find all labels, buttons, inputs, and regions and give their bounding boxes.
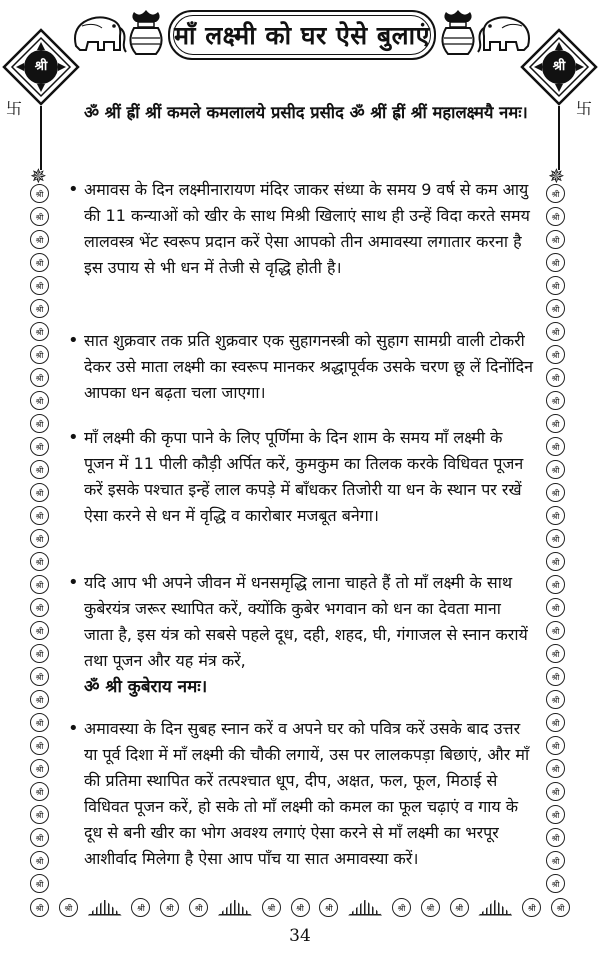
sri-bead-icon: श्री [30,552,49,571]
sri-bead-icon: श्री [30,299,49,318]
sri-bead-icon: श्री [546,184,565,203]
sri-bead-icon: श्री [546,414,565,433]
swastika-icon-right: 卐 [576,99,593,118]
paragraph-text: माँ लक्ष्मी की कृपा पाने के लिए पूर्णिमा के दिन शाम के समय माँ लक्ष्मी के पूजन में 11 पीली कौड़ी अर्पित करें, कुमकुम का तिलक करके विधिवत पूजन करें इसके पश्चात इन्हें लाल कपड़े में बाँधकर तिजोरी या धन के स्थान पर रखें ऐसा करने से धन में वृद्धि व कारोबार मजबूत बनेगा। [84,428,524,525]
sri-bead-icon: श्री [546,391,565,410]
leaf-ornament-icon [88,900,122,916]
sri-bead-icon: श्री [546,368,565,387]
sri-bead-icon: श्री [30,621,49,640]
sri-bead-icon: श्री [30,667,49,686]
sri-bead-icon: श्री [546,851,565,870]
sri-bead-icon: श्री [189,898,208,917]
page-number: 34 [289,926,311,946]
sri-bead-icon: श्री [59,898,78,917]
leaf-ornament-icon [218,900,252,916]
sri-bead-icon: श्री [319,898,338,917]
corner-sri-label: श्री [552,59,566,74]
sri-bead-icon: श्री [30,713,49,732]
sri-bead-icon: श्री [30,437,49,456]
sri-bead-icon: श्री [546,644,565,663]
swastika-icon-left: 卐 [6,99,23,118]
page-title-box [168,10,436,60]
sri-bead-icon: श्री [546,598,565,617]
page-title: माँ लक्ष्मी को घर ऐसे बुलाएं [174,21,430,50]
sri-bead-icon: श्री [30,644,49,663]
mantra-heading: ॐ श्रीं ह्रीं श्रीं कमले कमलालये प्रसीद प्रसीद ॐ श्रीं ह्रीं श्रीं महालक्ष्मयै नमः। [84,103,528,122]
sri-bead-icon: श्री [30,851,49,870]
sri-bead-icon: श्री [30,828,49,847]
sri-bead-icon: श्री [30,414,49,433]
paragraph-text: अमावस के दिन लक्ष्मीनारायण मंदिर जाकर संध्या के समय 9 वर्ष से कम आयु की 11 कन्याओं को खीर के साथ मिश्री खिलाएं साथ ही उन्हें विदा करते समय लालवस्त्र भेंट स्वरूप प्रदान करें ऐसा आपको तीन अमावस्या लगातार करना है इस उपाय से भी धन में तेजी से वृद्धि होती है। [84,180,530,277]
sri-bead-icon: श्री [30,575,49,594]
star-ornament-left: ✵ [30,164,47,188]
sri-bead-icon: श्री [546,713,565,732]
sri-bead-icon: श्री [30,184,49,203]
sri-bead-icon: श्री [131,898,150,917]
border-chain-left [30,182,49,895]
leaf-ornament-icon [348,900,382,916]
sri-bead-icon: श्री [546,828,565,847]
paragraph-text: यदि आप भी अपने जीवन में धनसमृद्धि लाना चाहते हैं तो माँ लक्ष्मी के साथ कुबेरयंत्र जरूर स्थापित करें, क्योंकि कुबेर भगवान को धन का देवता माना जाता है, इस यंत्र को सबसे पहले दूध, दही, शहद, घी, गंगाजल से स्नान करायें तथा पूजन और यह मंत्र करें, [84,573,528,670]
bullet-icon: • [68,427,79,448]
border-bottom [30,898,570,917]
sri-bead-icon: श्री [30,874,49,893]
list-item [68,328,534,406]
sri-bead-icon: श्री [30,898,49,917]
sri-bead-icon: श्री [30,460,49,479]
sri-bead-icon: श्री [546,529,565,548]
sri-bead-icon: श्री [546,575,565,594]
kite-string-right [558,106,560,170]
sri-bead-icon: श्री [30,322,49,341]
sri-bead-icon: श्री [30,230,49,249]
sri-bead-icon: श्री [551,898,570,917]
sri-bead-icon: श्री [546,782,565,801]
sri-bead-icon: श्री [450,898,469,917]
sri-bead-icon: श्री [262,898,281,917]
kalash-icon-right [436,8,480,60]
sri-bead-icon: श्री [546,759,565,778]
sri-bead-icon: श्री [291,898,310,917]
sri-bead-icon: श्री [546,483,565,502]
sri-bead-icon: श्री [30,207,49,226]
bullet-icon: • [68,330,79,351]
kalash-icon-left [124,8,168,60]
bullet-icon: • [68,718,79,739]
kite-string-left [40,106,42,170]
sri-bead-icon: श्री [546,299,565,318]
sri-bead-icon: श्री [546,736,565,755]
star-ornament-right: ✵ [548,164,565,188]
sri-bead-icon: श्री [546,230,565,249]
sri-bead-icon: श्री [546,805,565,824]
bullet-icon: • [68,179,79,200]
sri-bead-icon: श्री [30,759,49,778]
bullet-icon: • [68,572,79,593]
sri-bead-icon: श्री [30,529,49,548]
sri-bead-icon: श्री [546,460,565,479]
sri-bead-icon: श्री [546,253,565,272]
sri-bead-icon: श्री [392,898,411,917]
paragraph-text: सात शुक्रवार तक प्रति शुक्रवार एक सुहागनस्त्री को सुहाग सामग्री वाली टोकरी देकर उसे माता लक्ष्मी का स्वरूप मानकर श्रद्धापूर्वक उसके चरण छू लें दिनोंदिन आपका धन बढ़ता चला जाएगा। [84,331,534,402]
sri-bead-icon: श्री [546,874,565,893]
sri-bead-icon: श्री [30,506,49,525]
sri-bead-icon: श्री [30,690,49,709]
list-item [68,425,534,529]
list-item [68,716,534,872]
sri-bead-icon: श्री [546,276,565,295]
sri-bead-icon: श्री [546,437,565,456]
sri-bead-icon: श्री [30,253,49,272]
kuber-mantra: ॐ श्री कुबेराय नमः। [84,677,208,697]
sri-bead-icon: श्री [546,690,565,709]
corner-sri-label: श्री [34,59,48,74]
sri-bead-icon: श्री [546,621,565,640]
sri-bead-icon: श्री [522,898,541,917]
elephant-icon-right [476,12,536,56]
sri-bead-icon: श्री [30,782,49,801]
sri-bead-icon: श्री [30,805,49,824]
border-chain-right [546,182,565,895]
list-item [68,570,534,700]
sri-bead-icon: श्री [30,345,49,364]
sri-bead-icon: श्री [160,898,179,917]
sri-bead-icon: श्री [30,598,49,617]
list-item [68,177,534,281]
sri-bead-icon: श्री [546,322,565,341]
sri-bead-icon: श्री [30,736,49,755]
sri-bead-icon: श्री [421,898,440,917]
sri-bead-icon: श्री [546,552,565,571]
sri-bead-icon: श्री [30,483,49,502]
sri-bead-icon: श्री [546,667,565,686]
sri-bead-icon: श्री [30,276,49,295]
elephant-icon-left [68,12,128,56]
paragraph-text: अमावस्या के दिन सुबह स्नान करें व अपने घर को पवित्र करें उसके बाद उत्तर या पूर्व दिशा में माँ लक्ष्मी की चौकी लगायें, उस पर लालकपड़ा बिछाएं, और माँ की प्रतिमा स्थापित करें तत्पश्चात धूप, दीप, अक्षत, फल, फूल, मिठाई से विधिवत पूजन करें, हो सके तो माँ लक्ष्मी को कमल का फूल चढ़ाएं व गाय के दूध से बनी खीर का भोग अवश्य लगाएं ऐसा करने से माँ लक्ष्मी का भरपूर आशीर्वाद मिलेगा है ऐसा आप पाँच या सात अमावस्या करें। [84,719,530,868]
leaf-ornament-icon [478,900,512,916]
sri-bead-icon: श्री [30,368,49,387]
sri-bead-icon: श्री [30,391,49,410]
sri-bead-icon: श्री [546,506,565,525]
sri-bead-icon: श्री [546,345,565,364]
sri-bead-icon: श्री [546,207,565,226]
